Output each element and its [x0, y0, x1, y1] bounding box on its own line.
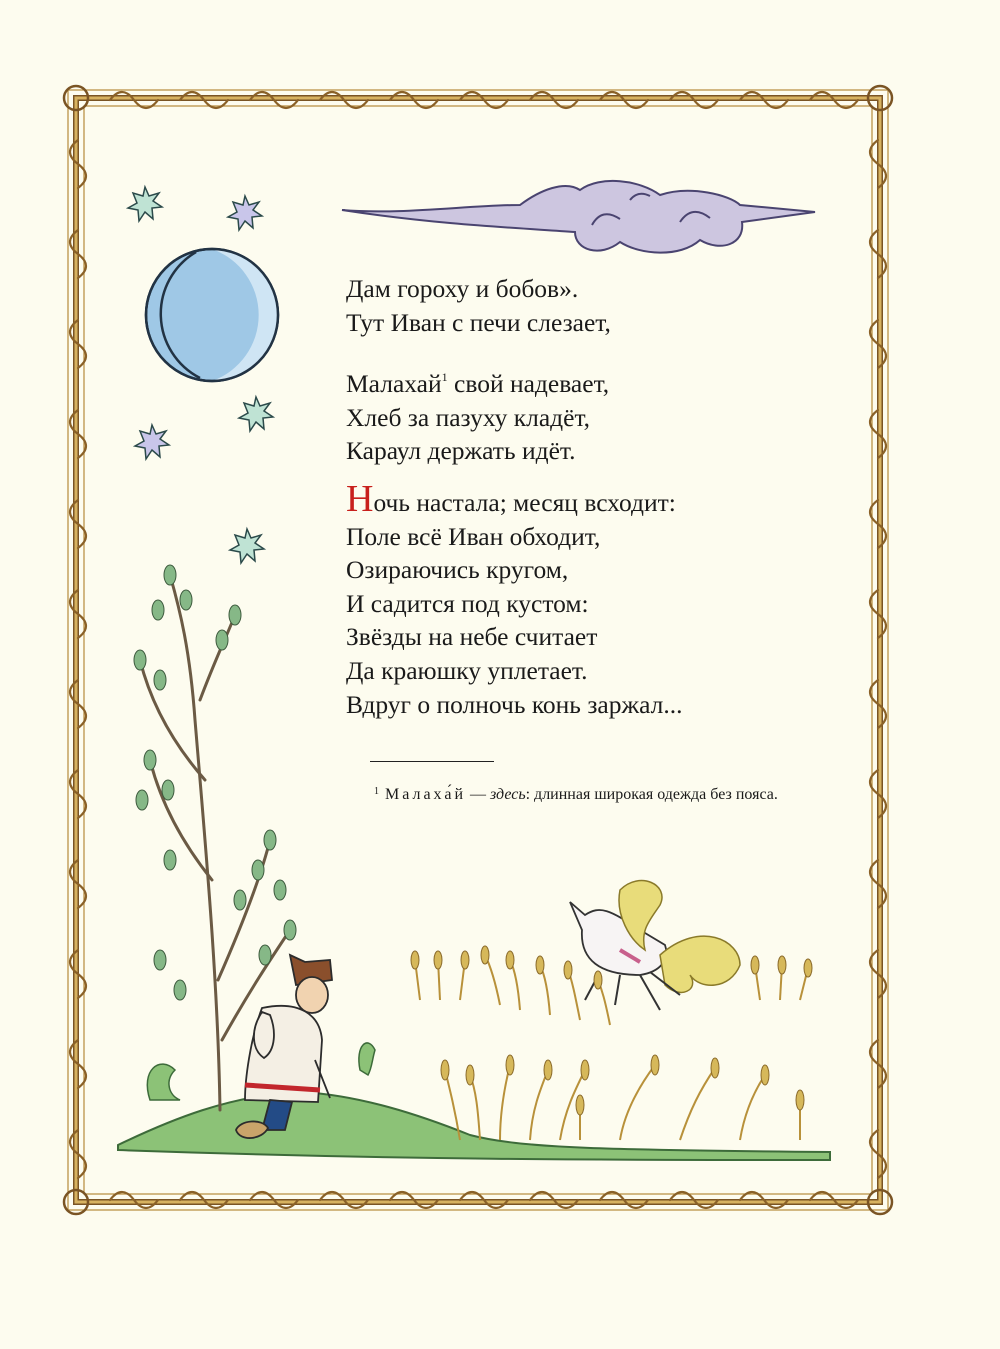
poem-line-rest: свой надевает, [447, 369, 610, 399]
star-icon [228, 196, 262, 230]
cloud-icon [342, 181, 815, 253]
footnote-definition: : длинная широкая одежда без пояса. [525, 786, 778, 803]
footnote-term: Малаха́й [385, 786, 467, 803]
poem-line [346, 477, 682, 520]
footnote-ref[interactable]: 1 [441, 370, 448, 385]
poem-line: Да краюшку уплетает. [346, 655, 588, 685]
hill-icon [118, 1092, 830, 1160]
moon-icon [146, 249, 278, 381]
poem-line: Караул держать идёт. [346, 436, 576, 466]
stanza-2 [346, 361, 682, 468]
footnote [346, 781, 806, 806]
poem-line: Озираючись кругом, [346, 555, 569, 585]
poem-line: Тут Иван с печи слезает, [346, 307, 611, 337]
star-icon [135, 425, 169, 459]
footnote-qualifier: здесь [490, 786, 526, 803]
star-icon [239, 397, 273, 431]
poem-text [346, 272, 682, 721]
stanza-1 [346, 272, 682, 339]
footnote-rule [370, 761, 494, 762]
poem-line: Поле всё Иван обходит, [346, 521, 601, 551]
malakhai-word: Малахай [346, 369, 442, 399]
stanza-3 [346, 477, 683, 721]
poem-line: Звёзды на небе считает [346, 622, 598, 652]
horse-icon [570, 881, 740, 1010]
poem-line-rest: очь настала; месяц всходит: [373, 487, 676, 517]
star-icon [128, 187, 162, 221]
poem-line: И садится под кустом: [346, 588, 589, 618]
footnote-dash: — [466, 786, 491, 803]
poem-line: Дам гороху и бобов». [346, 274, 579, 303]
drop-cap: Н [346, 477, 374, 520]
footnote-number: 1 [374, 786, 379, 797]
wheat-icon [415, 955, 808, 1140]
star-icon [230, 529, 264, 563]
poem-line: Хлеб за пазуху кладёт, [346, 402, 591, 432]
poem-line [346, 361, 682, 401]
poem-line: Вдруг о полночь конь заржал... [346, 689, 683, 719]
